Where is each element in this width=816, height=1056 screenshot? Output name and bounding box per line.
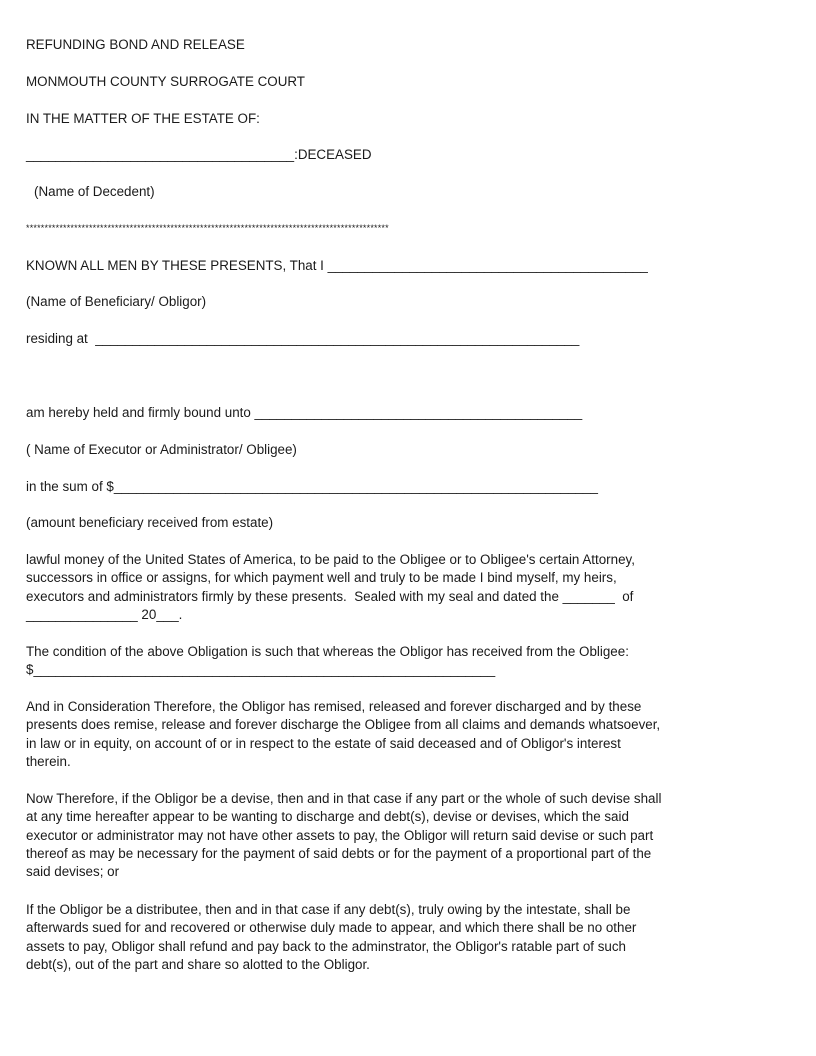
paragraph-line: And in Consideration Therefore, the Obligor has remised, released and forever discharged and by these <box>26 699 642 714</box>
bound-line: am hereby held and firmly bound unto ____________________________________________ <box>26 405 583 420</box>
paragraph-line: lawful money of the United States of America, to be paid to the Obligee or to Obligee's certain Attorney, <box>26 552 635 567</box>
distributee-paragraph <box>26 901 726 974</box>
now-therefore-paragraph <box>26 790 726 881</box>
known-line: KNOWN ALL MEN BY THESE PRESENTS, That I ___________________________________________ <box>26 258 648 273</box>
asterisk-rule: ************************************************************************************************** <box>26 223 389 233</box>
executor-caption: ( Name of Executor or Administrator/ Obligee) <box>26 442 297 457</box>
lawful-money-paragraph <box>26 551 726 624</box>
paragraph-line: assets to pay, Obligor shall refund and pay back to the adminstrator, the Obligor's ratable part of such <box>26 938 627 954</box>
paragraph-line: therein. <box>26 753 71 769</box>
beneficiary-caption: (Name of Beneficiary/ Obligor) <box>26 294 207 309</box>
sum-line: in the sum of $_________________________________________________________________ <box>26 479 598 494</box>
court-name: MONMOUTH COUNTY SURROGATE COURT <box>26 74 305 89</box>
paragraph-line: debt(s), out of the part and share so alotted to the Obligor. <box>26 956 370 972</box>
amount-caption: (amount beneficiary received from estate) <box>26 515 274 530</box>
paragraph-line: _______________ 20___. <box>26 606 183 622</box>
matter-line: IN THE MATTER OF THE ESTATE OF: <box>26 111 260 126</box>
paragraph-line: thereof as may be necessary for the payment of said debts or for the payment of a proportional part of the <box>26 845 652 861</box>
residing-line: residing at _________________________________________________________________ <box>26 331 580 346</box>
paragraph-line: executor or administrator may not have other assets to pay, the Obligor will return said devise or such part <box>26 827 654 843</box>
paragraph-line: $______________________________________________________________ <box>26 662 496 678</box>
paragraph-line: Now Therefore, if the Obligor be a devise, then and in that case if any part or the whole of such devise shall <box>26 791 662 806</box>
condition-paragraph <box>26 643 726 680</box>
paragraph-line: If the Obligor be a distributee, then and in that case if any debt(s), truly owing by the intestate, shall be <box>26 902 631 917</box>
paragraph-line: at any time hereafter appear to be wanting to discharge and debt(s), devise or devises, which the said <box>26 809 629 825</box>
paragraph-line: executors and administrators firmly by these presents. Sealed with my seal and dated the _______ of <box>26 588 634 604</box>
paragraph-line: successors in office or assigns, for which payment well and truly to be made I bind myself, my heirs, <box>26 570 617 586</box>
paragraph-line: presents does remise, release and forever discharge the Obligee from all claims and demands whatsoever, <box>26 717 661 733</box>
decedent-caption: (Name of Decedent) <box>34 184 155 199</box>
paragraph-line: in law or in equity, on account of or in respect to the estate of said deceased and of Obligor's interest <box>26 735 621 751</box>
paragraph-line: said devises; or <box>26 864 120 880</box>
deceased-line: ____________________________________:DECEASED <box>26 147 372 162</box>
consideration-paragraph <box>26 698 726 771</box>
paragraph-line: The condition of the above Obligation is such that whereas the Obligor has received from the Obligee: <box>26 644 629 659</box>
paragraph-line: afterwards sued for and recovered or otherwise duly made to appear, and which there shall be no other <box>26 920 637 936</box>
document-title: REFUNDING BOND AND RELEASE <box>26 37 245 52</box>
